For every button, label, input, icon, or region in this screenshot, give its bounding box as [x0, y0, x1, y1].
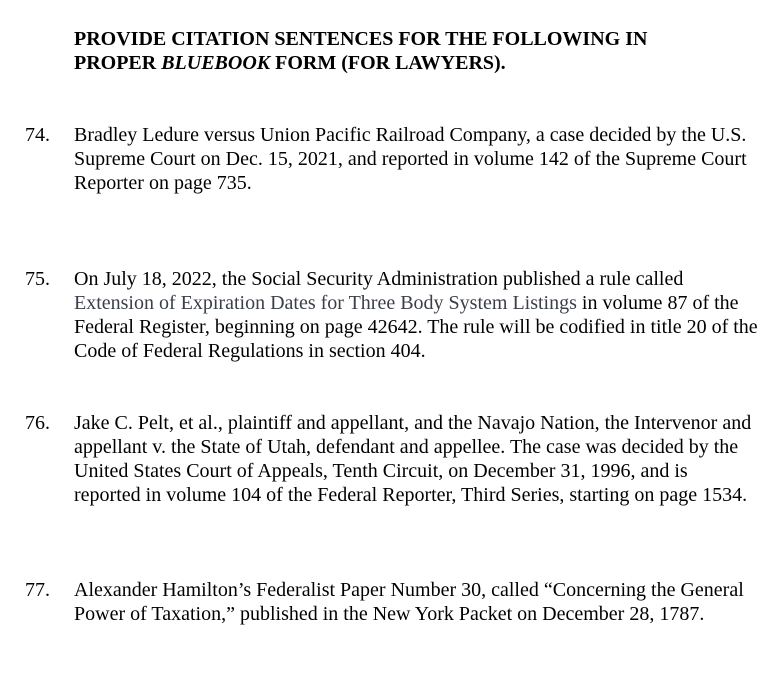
item-number: 76.: [25, 412, 50, 434]
heading-line-2: [74, 51, 714, 75]
item-number: 75.: [25, 268, 50, 290]
item-text: Bradley Ledure versus Union Pacific Railroad Company, a case decided by the U.S. Supreme Court on Dec. 15, 2021, and reported in volume 142 of the Supreme Court Reporter on page 735.: [74, 124, 747, 194]
item-number: 77.: [25, 579, 50, 601]
page-heading: [74, 27, 714, 75]
item-text: Jake C. Pelt, et al., plaintiff and appellant, and the Navajo Nation, the Intervenor and appellant v. the State of Utah, defendant and appellee. The case was decided by the United States Court of Appeals, Tenth Circuit, on December 31, 1996, and is reported in volume 104 of the Federal Reporter, Third Series, starting on page 1534.: [74, 412, 752, 506]
heading-line-2-post: FORM (FOR LAWYERS).: [270, 52, 506, 74]
heading-line-1: PROVIDE CITATION SENTENCES FOR THE FOLLOWING IN: [74, 28, 648, 50]
item-number: 74.: [25, 124, 50, 146]
item-text-pre: On July 18, 2022, the Social Security Administration published a rule called: [74, 268, 684, 290]
item-text: [74, 267, 758, 363]
item-text-post: in volume 87 of the Federal Register, beginning on page 42642. The rule will be codified in title 20 of the Code of Federal Regulations in section 404.: [74, 292, 758, 362]
heading-bluebook-italic: BLUEBOOK: [161, 52, 271, 74]
item-text: Alexander Hamilton’s Federalist Paper Number 30, called “Concerning the General Power of Taxation,” published in the New York Packet on December 28, 1787.: [74, 579, 744, 625]
rule-title: Extension of Expiration Dates for Three Body System Listings: [74, 292, 577, 314]
heading-line-2-pre: PROPER: [74, 52, 162, 74]
